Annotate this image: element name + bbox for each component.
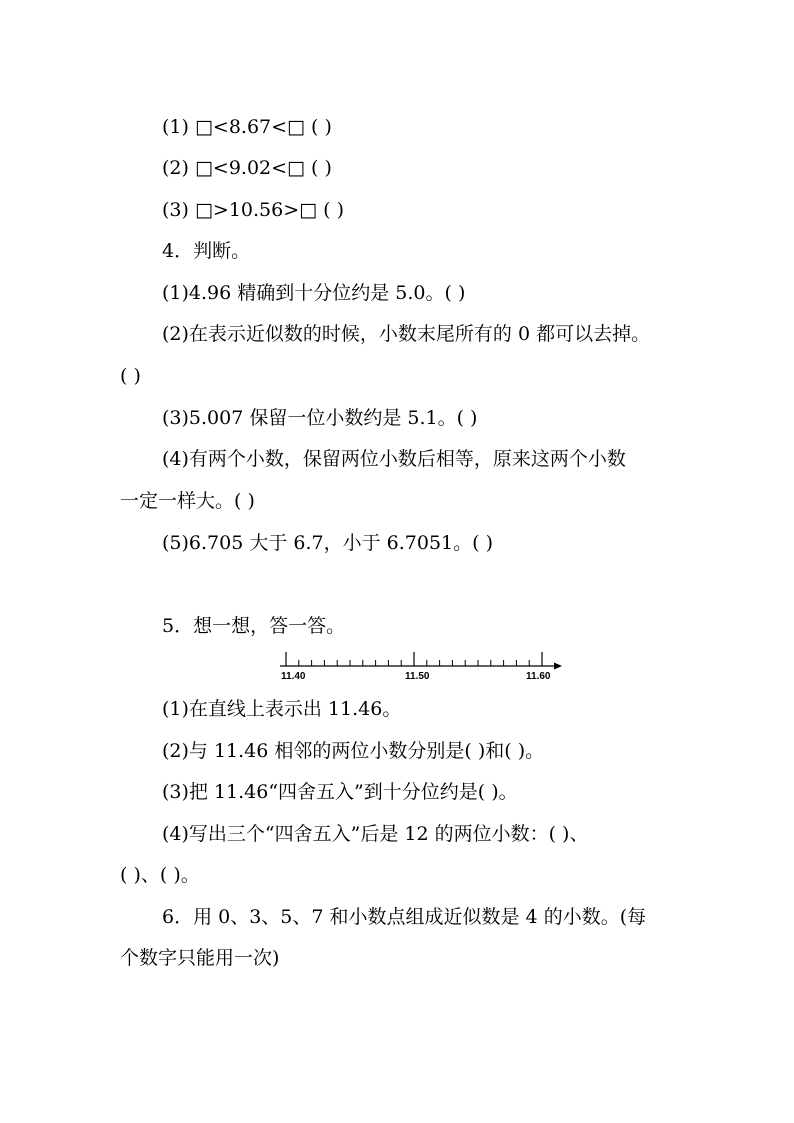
q3-item-1: (1) □<8.67<□ ( ) [162,116,332,138]
q4-item-5: (5)6.705 大于 6.7，小于 6.7051。( ) [162,532,493,554]
q5-title: 5．想一想，答一答。 [162,615,346,637]
q4-item-3: (3)5.007 保留一位小数约是 5.1。( ) [162,407,478,429]
arrow-right-icon [554,663,562,670]
q4-title: 4．判断。 [162,240,251,262]
label-11.60: 11.60 [526,671,551,682]
q4-item-1: (1)4.96 精确到十分位约是 5.0。( ) [162,282,466,304]
q3-item-2: (2) □<9.02<□ ( ) [162,157,332,179]
number-line [278,646,568,682]
tick-marks [286,652,542,666]
q4-item-4-cont: 一定一样大。( ) [120,490,255,512]
label-11.40: 11.40 [281,671,306,682]
q5-item-2: (2)与 11.46 相邻的两位小数分别是( )和( )。 [162,740,545,762]
q3-item-3: (3) □>10.56>□ ( ) [162,199,344,221]
q5-item-4-cont: ( )、( )。 [120,864,200,886]
label-11.50: 11.50 [405,671,430,682]
q6-line-2: 个数字只能用一次) [120,947,280,969]
q5-item-1: (1)在直线上表示出 11.46。 [162,698,402,720]
q4-item-2-cont: ( ) [120,365,141,387]
q6-line-1: 6．用 0、3、5、7 和小数点组成近似数是 4 的小数。(每 [162,906,647,928]
q5-item-3: (3)把 11.46“四舍五入”到十分位约是( )。 [162,781,518,803]
q5-item-4: (4)写出三个“四舍五入”后是 12 的两位小数：( )、 [162,823,589,845]
q4-item-4: (4)有两个小数，保留两位小数后相等，原来这两个小数 [162,448,626,470]
q4-item-2: (2)在表示近似数的时候，小数末尾所有的 0 都可以去掉。 [162,323,651,345]
